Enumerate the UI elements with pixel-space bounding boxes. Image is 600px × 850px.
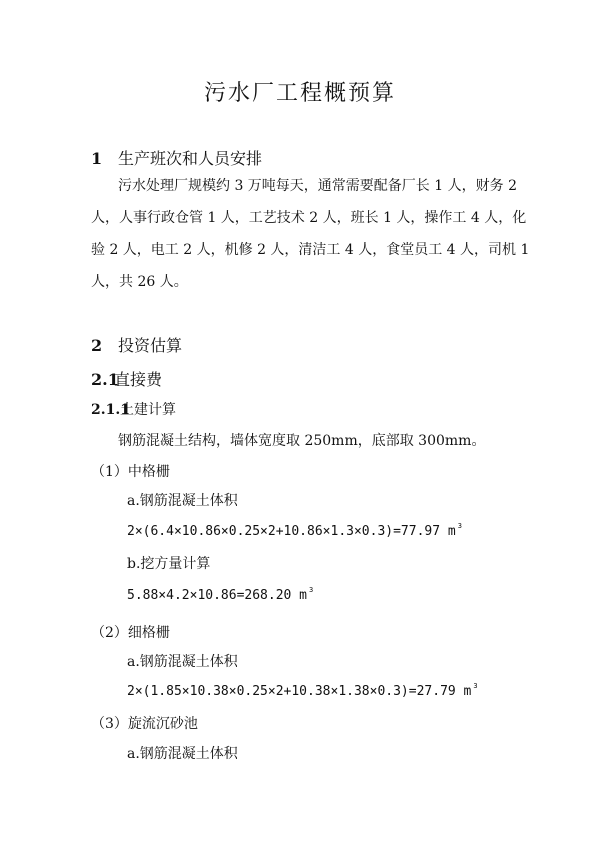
unit-superscript: 3 xyxy=(457,522,462,530)
formula xyxy=(127,586,313,603)
section-2-heading xyxy=(91,333,182,356)
unit-superscript: 3 xyxy=(473,682,478,690)
unit-superscript: 3 xyxy=(309,586,314,594)
paragraph-line: 人，人事行政仓管 1 人，工艺技术 2 人，班长 1 人，操作工 4 人，化 xyxy=(91,210,527,226)
section-number: 2.1 xyxy=(91,370,119,389)
paragraph-line: 污水处理厂规模约 3 万吨每天，通常需要配备厂长 1 人，财务 2 xyxy=(118,178,517,194)
section-title: 土建计算 xyxy=(120,402,176,418)
paragraph-line: 验 2 人，电工 2 人，机修 2 人，清洁工 4 人，食堂员工 4 人，司机 1 xyxy=(91,242,530,258)
formula-text: 2×(6.4×10.86×0.25×2+10.86×1.3×0.3)=77.97 m xyxy=(127,524,456,539)
section-number: 1 xyxy=(91,149,103,168)
section-number: 2 xyxy=(91,336,103,355)
formula xyxy=(127,682,478,699)
section-title: 生产班次和人员安排 xyxy=(118,149,263,168)
sub-item-label: a.钢筋混凝土体积 xyxy=(127,746,238,762)
paragraph-line: 人，共 26 人。 xyxy=(91,274,188,290)
section-1-heading xyxy=(91,146,262,169)
section-number: 2.1.1 xyxy=(91,402,130,418)
item-label: （2）细格栅 xyxy=(91,625,170,641)
sub-item-label: a.钢筋混凝土体积 xyxy=(127,654,238,670)
section-2-1-1-heading xyxy=(91,399,176,419)
formula-text: 5.88×4.2×10.86=268.20 m xyxy=(127,588,308,603)
sub-item-label: a.钢筋混凝土体积 xyxy=(127,493,238,509)
section-2-1-heading xyxy=(91,367,162,390)
document-title: 污水厂工程概预算 xyxy=(203,81,396,106)
section-title: 投资估算 xyxy=(118,336,183,355)
section-title: 直接费 xyxy=(114,370,163,389)
formula-text: 2×(1.85×10.38×0.25×2+10.38×1.38×0.3)=27.79 m xyxy=(127,684,472,699)
item-label: （3）旋流沉砂池 xyxy=(91,716,198,732)
item-label: （1）中格栅 xyxy=(91,464,170,480)
sub-item-label: b.挖方量计算 xyxy=(127,556,211,572)
structure-note: 钢筋混凝土结构，墙体宽度取 250mm，底部取 300mm。 xyxy=(118,433,486,449)
formula xyxy=(127,522,462,539)
